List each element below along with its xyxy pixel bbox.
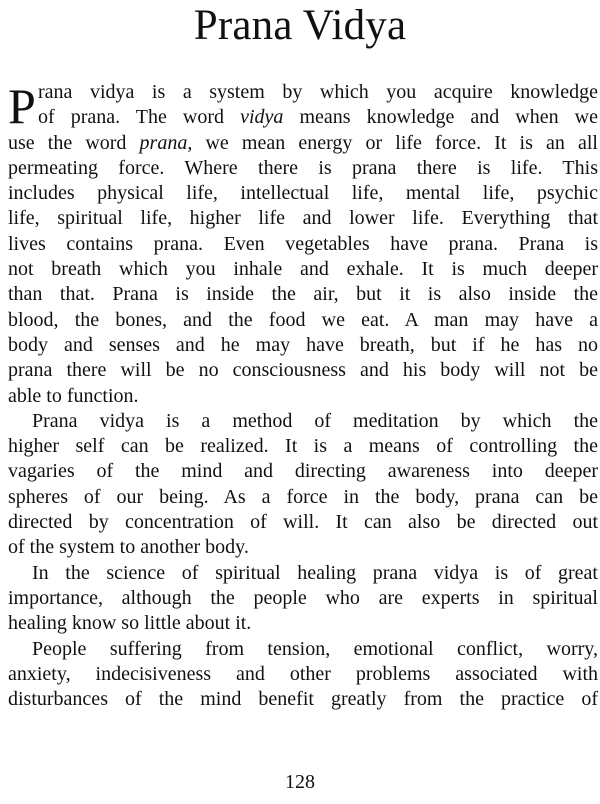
text-line: permeating force. Where there is prana there is life. This [8, 156, 598, 179]
body-text [8, 80, 598, 712]
text-line: than that. Prana is inside the air, but it is also inside the [8, 283, 598, 306]
text-line: Prana vidya is a method of meditation by which the [32, 409, 598, 432]
italic-term: vidya [240, 106, 284, 129]
text-line: of prana. The word vidya means knowledge and when we [38, 106, 598, 129]
text-line: healing know so little about it. [8, 612, 252, 635]
page-number: 128 [285, 771, 315, 793]
chapter-title: Prana Vidya [193, 2, 407, 49]
text-line: life, spiritual life, higher life and lower life. Everything that [8, 207, 598, 230]
text-line: disturbances of the mind benefit greatly from the practice of [8, 688, 598, 711]
text-line: higher self can be realized. It is a means of controlling the [8, 435, 598, 458]
text-line: importance, although the people who are experts in spiritual [8, 586, 598, 609]
text-line: spheres of our being. As a force in the body, prana can be [8, 485, 598, 508]
text-line: directed by concentration of will. It can also be directed out [8, 511, 598, 534]
italic-term: prana, [139, 131, 193, 154]
text-line: use the word prana, we mean energy or life force. It is an all [8, 131, 598, 154]
drop-cap: P [8, 78, 36, 134]
text-line: includes physical life, intellectual life, mental life, psychic [8, 182, 598, 205]
text-line: lives contains prana. Even vegetables have prana. Prana is [8, 232, 598, 255]
text-line: In the science of spiritual healing prana vidya is of great [32, 561, 598, 584]
text-line: People suffering from tension, emotional conflict, worry, [32, 637, 598, 660]
text-line: body and senses and he may have breath, but if he has no [8, 333, 598, 356]
text-line: vagaries of the mind and directing awareness into deeper [8, 460, 598, 483]
text-line: blood, the bones, and the food we eat. A man may have a [8, 308, 598, 331]
text-line: anxiety, indecisiveness and other problems associated with [8, 662, 598, 685]
text-line: prana there will be no consciousness and his body will not be [8, 359, 598, 382]
text-line: not breath which you inhale and exhale. It is much deeper [8, 258, 598, 281]
text-line: of the system to another body. [8, 536, 249, 559]
text-line: P rana vidya is a system by which you acquire knowledge [8, 78, 598, 134]
text-line: able to function. [8, 384, 139, 407]
